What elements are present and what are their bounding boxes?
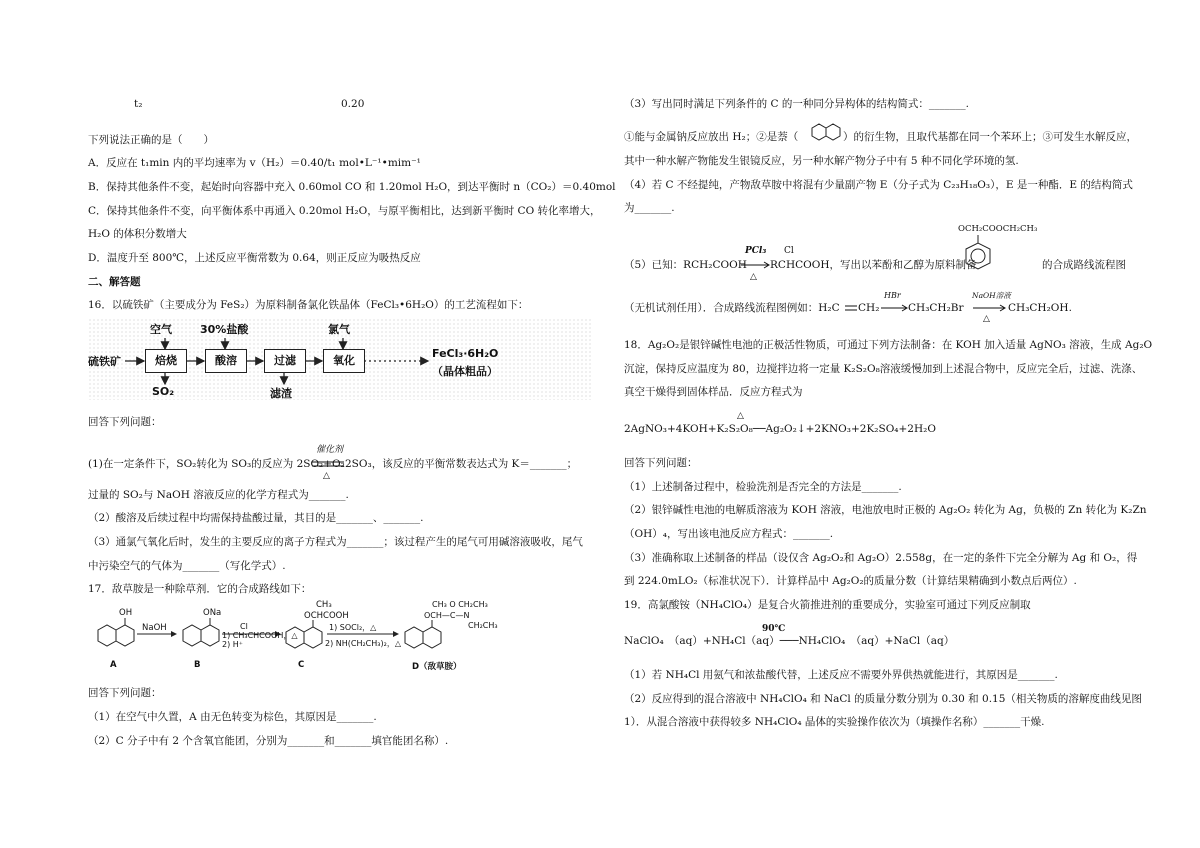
- option-a: A．反应在 t₁min 内的平均速率为 v（H₂）＝0.40/t₁ mol•L⁻¹•mim⁻¹: [88, 157, 421, 169]
- q18-equation: 2AgNO₃+4KOH+K₂S₂O₈──Ag₂O₂↓+2KNO₃+2K₂SO₄+2H₂O: [624, 423, 936, 435]
- option-c-line2: H₂O 的体积分数增大: [88, 228, 187, 240]
- q17-3-cond1b: ）的衍生物，且取代基都在同一个苯环上；③可发生水解反应，: [843, 131, 1137, 143]
- q17-1: （1）在空气中久置，A 由无色转变为棕色，其原因是_______.: [88, 711, 377, 723]
- synthesis-route: [90, 600, 595, 676]
- flow-product-note: （晶体粗品）: [432, 365, 498, 378]
- mol-b-cl: Cl: [240, 622, 248, 631]
- q17-answer-prompt: 回答下列问题：: [88, 687, 162, 699]
- q17-4-line2: 为_______.: [624, 202, 675, 214]
- option-c-line1: C．保持其他条件不变，向平衡体系中再通入 0.20mol H₂O，与原平衡相比，达到新平衡时 CO 转化率增大，: [88, 205, 601, 217]
- q17-4-line1: （4）若 C 不经提纯，产物敌草胺中将混有少量副产物 E（分子式为 C₂₃H₁₈O₃），E 是一种酯．E 的结构简式: [624, 179, 1133, 191]
- mol-b-ona: ONa: [203, 608, 222, 618]
- q19-1: （1）若 NH₄Cl 用氨气和浓盐酸代替，上述反应不需要外界供热就能进行，其原因是_______.: [624, 669, 1058, 681]
- q17-5-naoh: NaOH溶液: [972, 291, 1011, 300]
- flow-input-air: 空气: [150, 323, 172, 336]
- option-d: D．温度升至 800℃，上述反应平衡常数为 0.64，则正反应为吸热反应: [88, 252, 421, 264]
- mol-c-reagent2: 2) NH(CH₂CH₃)₂，△: [325, 639, 401, 648]
- q18-line3: 真空干燥得到固体样品．反应方程式为: [624, 386, 803, 398]
- mol-c-ochcooh: OCHCOOH: [304, 611, 349, 621]
- q19-2-line1: （2）反应得到的混合溶液中 NH₄ClO₄ 和 NaCl 的质量分数分别为 0.30 和 0.15（相关物质的溶解度曲线见图: [624, 693, 1142, 705]
- t2-label: t₂: [134, 98, 143, 110]
- q16-title: 16．以硫铁矿（主要成分为 FeS₂）为原料制备氯化铁晶体（FeCl₃•6H₂O）的工艺流程如下：: [88, 299, 529, 311]
- q17-3: （3）写出同时满足下列条件的 C 的一种同分异构体的结构简式：_______.: [624, 98, 969, 110]
- q18-answer-prompt: 回答下列问题：: [624, 457, 698, 469]
- q18-line1: 18．Ag₂O₂是银锌碱性电池的正极活性物质，可通过下列方法制备：在 KOH 加入适量 AgNO₃ 溶液，生成 Ag₂O: [624, 339, 1153, 351]
- q19-equation-temp: 90℃: [762, 624, 786, 634]
- q16-1-part-a: (1)在一定条件下，SO₂转化为 SO₃的反应为 2SO₂+O₂: [88, 458, 345, 470]
- flow-box-filter: 过滤: [264, 349, 306, 373]
- mol-b-reagent1: 1) CH₃CHCOOH，△: [222, 631, 298, 640]
- mol-b-label: B: [194, 660, 201, 670]
- question-intro: 下列说法正确的是（ ）: [88, 134, 214, 146]
- mol-d-sub3: CH₂CH₃: [468, 621, 498, 630]
- q17-5-heat: △: [750, 272, 757, 282]
- q17-5-hbr: HBr: [884, 291, 901, 300]
- q16-1-catalyst: 催化剂: [316, 445, 344, 455]
- process-flow-diagram: [88, 318, 593, 400]
- q18-3-line1: （3）准确称取上述制备的样品（设仅含 Ag₂O₂和 Ag₂O）2.558g，在一定的条件下完全分解为 Ag 和 O₂，得: [624, 552, 1138, 564]
- q17-5-part-a: （5）已知：RCH₂COOH: [624, 259, 747, 271]
- flow-box-acid-dissolve: 酸溶: [205, 349, 247, 373]
- mol-c-ch3: CH₃: [316, 600, 332, 610]
- q18-line2: 沉淀，保持反应温度为 80，边搅拌边将一定量 K₂S₂O₈溶液缓慢加到上述混合物中，反应完全后，过滤、洗涤、: [624, 363, 1143, 375]
- q18-1: （1）上述制备过程中，检验洗剂是否完全的方法是_______.: [624, 481, 902, 493]
- flow-start-label: 硫铁矿: [88, 355, 121, 368]
- mol-c-reagent1: 1) SOCl₂，△: [329, 623, 377, 632]
- q17-title: 17．敌草胺是一种除草剂．它的合成路线如下：: [88, 583, 312, 595]
- q17-5-part-b: RCHCOOH，写出以苯酚和乙醇为原料制备: [770, 259, 977, 271]
- t2-value: 0.20: [341, 98, 365, 110]
- mol-d-label: D（敌草胺）: [412, 662, 462, 672]
- q16-3-line2: 中污染空气的气体为_______（写化学式）.: [88, 560, 286, 572]
- flow-input-acid: 30%盐酸: [200, 323, 249, 336]
- option-b: B．保持其他条件不变，起始时向容器中充入 0.60mol CO 和 1.20mol H₂O，到达平衡时 n（CO₂）＝0.40mol: [88, 181, 616, 193]
- mol-a-reagent: NaOH: [142, 623, 167, 633]
- naphthalene-icon: [810, 121, 844, 146]
- q17-5-ch3ch2br: CH₃CH₂Br: [908, 302, 964, 314]
- q17-5-ch3ch2oh: CH₃CH₂OH.: [1008, 302, 1072, 314]
- q19-equation: NaClO₄ （aq）+NH₄Cl（aq）───NH₄ClO₄ （aq）+NaCl（aq）: [624, 635, 955, 647]
- q19-title: 19．高氯酸铵（NH₄ClO₄）是复合火箭推进剂的重要成分，实验室可通过下列反应制取: [624, 599, 1031, 611]
- flow-output-so2: SO₂: [152, 385, 175, 398]
- q16-3-line1: （3）通氯气氧化后时，发生的主要反应的离子方程式为_______；该过程产生的尾气可用碱溶液吸收，尾气: [88, 536, 583, 548]
- mol-d-sub2: OCH—C—N: [424, 611, 470, 620]
- q16-1-part-c: 过量的 SO₂与 NaOH 溶液反应的化学方程式为_______.: [88, 489, 349, 501]
- q17-5-part-d: （无机试剂任用）．合成路线流程图例如：H₂C: [624, 302, 840, 314]
- section-heading: 二、解答题: [88, 276, 141, 288]
- mol-c-label: C: [298, 660, 305, 670]
- q18-equation-heat: △: [737, 411, 744, 421]
- flow-box-roasting: 焙烧: [145, 349, 187, 373]
- benzene-ring-icon: [962, 235, 996, 278]
- q17-5-substituent: OCH₂COOCH₂CH₃: [958, 224, 1038, 234]
- q17-2: （2）C 分子中有 2 个含氧官能团，分别为_______和_______填官能团名称）.: [88, 735, 449, 747]
- q17-5-double-bond: [844, 301, 858, 319]
- q17-5-heat2: △: [983, 314, 990, 324]
- mol-a-oh: OH: [119, 608, 133, 618]
- q17-5-ch2: CH₂: [858, 302, 880, 314]
- q17-3-cond2: 其中一种水解产物能发生银镜反应，另一种水解产物分子中有 5 种不同化学环境的氢.: [624, 155, 1019, 167]
- q18-2-line1: （2）银锌碱性电池的电解质溶液为 KOH 溶液，电池放电时正极的 Ag₂O₂ 转化为 Ag，负极的 Zn 转化为 K₂Zn: [624, 504, 1147, 516]
- mol-a-label: A: [110, 660, 117, 670]
- q18-3-line2: 到 224.0mLO₂（标准状况下）．计算样品中 Ag₂O₂的质量分数（计算结果精确到小数点后两位）.: [624, 575, 1077, 587]
- q17-3-cond1a: ①能与金属钠反应放出 H₂；②是萘（: [624, 131, 799, 143]
- q16-1-heat: △: [323, 471, 330, 481]
- flow-output-residue: 滤渣: [270, 387, 292, 400]
- q18-2-line2: （OH）₄，写出该电池反应方程式：_______.: [624, 528, 834, 540]
- q16-1-part-b: 2SO₃，该反应的平衡常数表达式为 K＝_______；: [345, 458, 578, 470]
- q17-5-arrow2: [880, 301, 908, 319]
- q19-2-line2: 1）．从混合溶液中获得较多 NH₄ClO₄ 晶体的实验操作依次为（填操作名称）_______干燥.: [624, 716, 1045, 728]
- flow-product: FeCl₃·6H₂O: [432, 347, 499, 360]
- q17-5-part-c: 的合成路线流程图: [1042, 259, 1126, 271]
- q17-5-cl: Cl: [784, 246, 794, 256]
- q16-2: （2）酸溶及后续过程中均需保持盐酸过量，其目的是_______、_______.: [88, 512, 424, 524]
- q16-answer-prompt: 回答下列问题：: [88, 416, 162, 428]
- mol-b-reagent2: 2) H⁺: [222, 640, 243, 649]
- flow-box-oxidize: 氧化: [323, 349, 365, 373]
- mol-d-sub1: CH₃ O CH₂CH₃: [432, 600, 488, 609]
- flow-input-chlorine: 氯气: [328, 323, 350, 336]
- q17-5-pcl3: PCl₃: [745, 246, 767, 256]
